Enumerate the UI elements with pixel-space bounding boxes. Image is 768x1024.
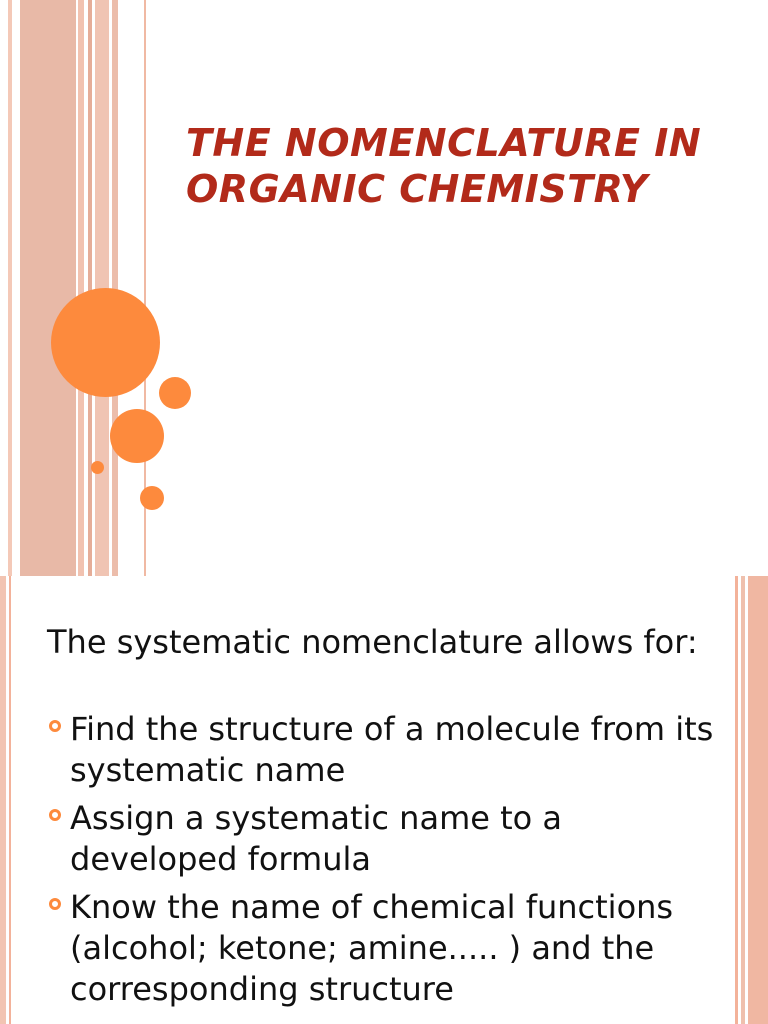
bullet-list bbox=[47, 709, 727, 1017]
orange-circle-decoration bbox=[159, 377, 191, 409]
decorative-stripe bbox=[88, 0, 92, 576]
list-item-text: Assign a systematic name to a developed formula bbox=[70, 799, 562, 878]
list-item bbox=[47, 709, 727, 791]
list-item bbox=[47, 798, 727, 880]
orange-circle-decoration bbox=[91, 461, 104, 474]
hollow-circle-bullet-icon bbox=[49, 720, 61, 732]
list-item-text: Know the name of chemical functions (alcohol; ketone; amine..... ) and the corresponding structure bbox=[70, 888, 674, 1008]
decorative-stripe bbox=[735, 576, 738, 1024]
decorative-stripe bbox=[78, 0, 84, 576]
content-slide bbox=[0, 576, 768, 1024]
hollow-circle-bullet-icon bbox=[49, 898, 61, 910]
decorative-stripe bbox=[20, 0, 76, 576]
decorative-stripe bbox=[8, 0, 12, 576]
orange-circle-decoration bbox=[110, 409, 164, 463]
orange-circle-decoration bbox=[51, 288, 160, 397]
list-item-text: Find the structure of a molecule from its systematic name bbox=[70, 710, 714, 789]
decorative-stripe bbox=[0, 576, 6, 1024]
slide-title: THE NOMENCLATURE IN ORGANIC CHEMISTRY bbox=[186, 121, 702, 211]
orange-circle-decoration bbox=[140, 486, 164, 510]
list-item bbox=[47, 887, 727, 1010]
decorative-stripe bbox=[741, 576, 745, 1024]
decorative-stripe bbox=[748, 576, 768, 1024]
hollow-circle-bullet-icon bbox=[49, 809, 61, 821]
decorative-stripe bbox=[9, 576, 11, 1024]
intro-text: The systematic nomenclature allows for: bbox=[47, 623, 698, 661]
